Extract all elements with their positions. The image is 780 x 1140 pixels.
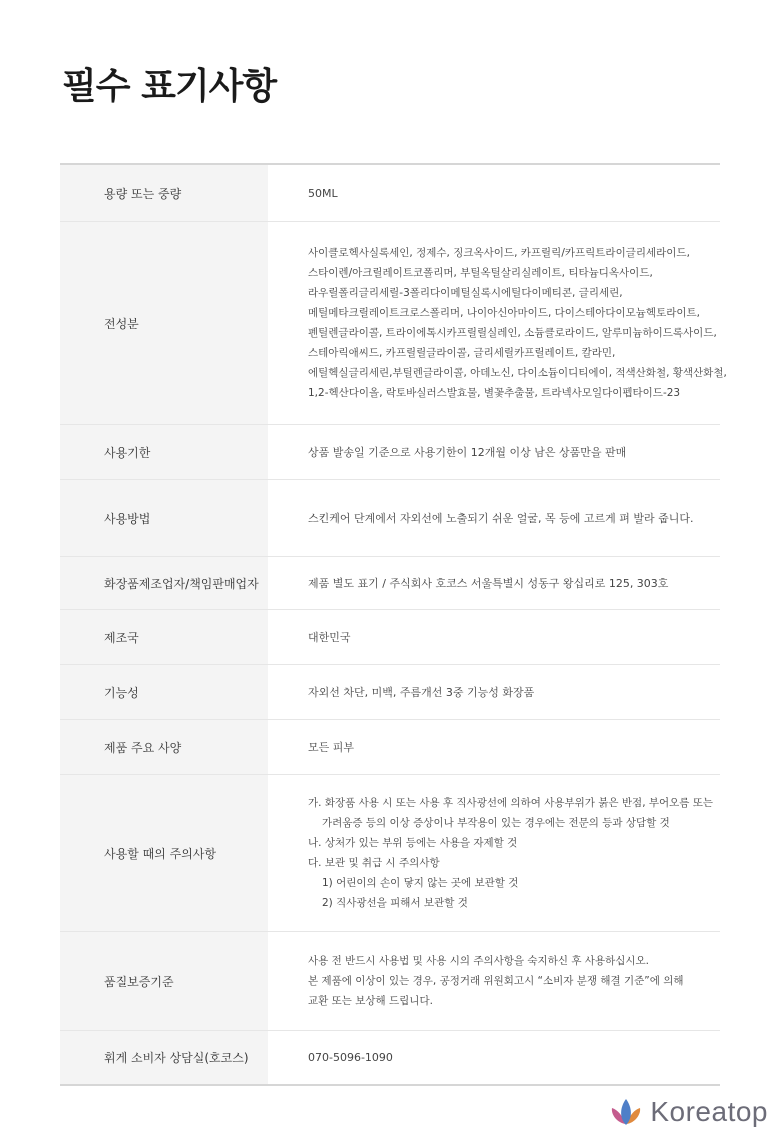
row-value: 50ML bbox=[308, 186, 338, 200]
ingredients-list bbox=[308, 243, 727, 403]
caution-line: 다. 보관 및 취급 시 주의사항 bbox=[308, 857, 440, 869]
page-title: 필수 표기사항 bbox=[62, 66, 277, 107]
table-row-expiry bbox=[60, 425, 720, 480]
caution-line: 2) 직사광선을 피해서 보관할 것 bbox=[322, 897, 468, 909]
cautions-list bbox=[308, 793, 713, 913]
product-info-table bbox=[60, 163, 727, 1086]
ingredients-line: 펜틸렌글라이콜, 트라이에톡시카프릴릴실레인, 소듐클로라이드, 알루미늄하이드록사이드, bbox=[308, 327, 717, 339]
ingredients-line: 메틸메타크릴레이트크로스폴리머, 나이아신아마이드, 다이스테아다이모늄헥토라이트, bbox=[308, 307, 700, 319]
row-value bbox=[268, 775, 723, 931]
row-value: 대한민국 bbox=[308, 631, 351, 644]
row-value: 모든 피부 bbox=[308, 741, 355, 754]
row-label: 휘게 소비자 상담실(호코스) bbox=[60, 1031, 268, 1084]
ingredients-line: 스테아릭애씨드, 카프릴릴글라이콜, 글리세릴카프릴레이트, 칼라민, bbox=[308, 347, 616, 359]
caution-line: 1) 어린이의 손이 닿지 않는 곳에 보관할 것 bbox=[322, 877, 519, 889]
row-value: 상품 발송일 기준으로 사용기한이 12개월 이상 남은 상품만을 판매 bbox=[308, 446, 627, 459]
table-row-usage bbox=[60, 480, 720, 557]
brand-watermark bbox=[608, 1096, 768, 1128]
row-label: 용량 또는 중량 bbox=[60, 165, 268, 221]
lotus-flower-icon bbox=[608, 1096, 644, 1128]
row-label: 제조국 bbox=[60, 610, 268, 664]
quality-list bbox=[308, 951, 710, 1011]
caution-line: 가. 화장품 사용 시 또는 사용 후 직사광선에 의하여 사용부위가 붉은 반점, 부어오름 또는 bbox=[308, 797, 714, 809]
quality-line: 본 제품에 이상이 있는 경우, 공정거래 위원회고시 “소비자 분쟁 해결 기준”에 의해 bbox=[308, 975, 684, 987]
row-label: 사용기한 bbox=[60, 425, 268, 479]
row-label: 화장품제조업자/책임판매업자 bbox=[60, 557, 268, 609]
table-row-functionality bbox=[60, 665, 720, 720]
table-row-specification bbox=[60, 720, 720, 775]
caution-line: 가려움증 등의 이상 증상이나 부작용이 있는 경우에는 전문의 등과 상담할 것 bbox=[322, 817, 670, 829]
row-value bbox=[268, 222, 737, 424]
table-row-manufacturer bbox=[60, 557, 720, 610]
table-row-contact bbox=[60, 1031, 720, 1084]
caution-line: 나. 상처가 있는 부위 등에는 사용을 자제할 것 bbox=[308, 837, 518, 849]
row-label: 사용방법 bbox=[60, 480, 268, 556]
quality-line: 교환 또는 보상해 드립니다. bbox=[308, 995, 433, 1007]
row-value: 스킨케어 단계에서 자외선에 노출되기 쉬운 얼굴, 목 등에 고르게 펴 발라 줍니다. bbox=[308, 512, 694, 525]
ingredients-line: 에틸헥실글리세린,부틸렌글라이콜, 아데노신, 다이소듐이디티에이, 적색산화철, 황색산화철, bbox=[308, 367, 727, 379]
quality-line: 사용 전 반드시 사용법 및 사용 시의 주의사항을 숙지하신 후 사용하십시오. bbox=[308, 955, 650, 967]
row-value: 자외선 차단, 미백, 주름개선 3중 기능성 화장품 bbox=[308, 686, 535, 699]
ingredients-line: 1,2-헥산다이올, 락토바실러스발효물, 별꽃추출물, 트라넥사모일다이펩타이드-23 bbox=[308, 387, 681, 399]
row-value: 제품 별도 표기 / 주식회사 호코스 서울특별시 성동구 왕십리로 125, 303호 bbox=[308, 577, 669, 590]
table-row-quality-guarantee bbox=[60, 932, 720, 1031]
ingredients-line: 스타이렌/아크릴레이트코폴리머, 부틸옥틸살리실레이트, 티타늄디옥사이드, bbox=[308, 267, 653, 279]
ingredients-line: 사이클로헥사실록세인, 정제수, 징크옥사이드, 카프릴릭/카프릭트라이글리세라이드, bbox=[308, 247, 690, 259]
row-label: 사용할 때의 주의사항 bbox=[60, 775, 268, 931]
table-row-country bbox=[60, 610, 720, 665]
row-label: 제품 주요 사양 bbox=[60, 720, 268, 774]
table-row-volume bbox=[60, 165, 720, 222]
row-label: 품질보증기준 bbox=[60, 932, 268, 1030]
row-label: 기능성 bbox=[60, 665, 268, 719]
brand-name: Koreatop bbox=[650, 1096, 768, 1127]
row-value: 070-5096-1090 bbox=[308, 1051, 393, 1064]
table-row-cautions bbox=[60, 775, 720, 932]
row-label: 전성분 bbox=[60, 222, 268, 424]
table-row-ingredients bbox=[60, 222, 727, 425]
row-value bbox=[268, 932, 720, 1030]
ingredients-line: 라우릴폴리글리세릴-3폴리다이메틸실록시에틸다이메티콘, 글리세린, bbox=[308, 287, 623, 299]
